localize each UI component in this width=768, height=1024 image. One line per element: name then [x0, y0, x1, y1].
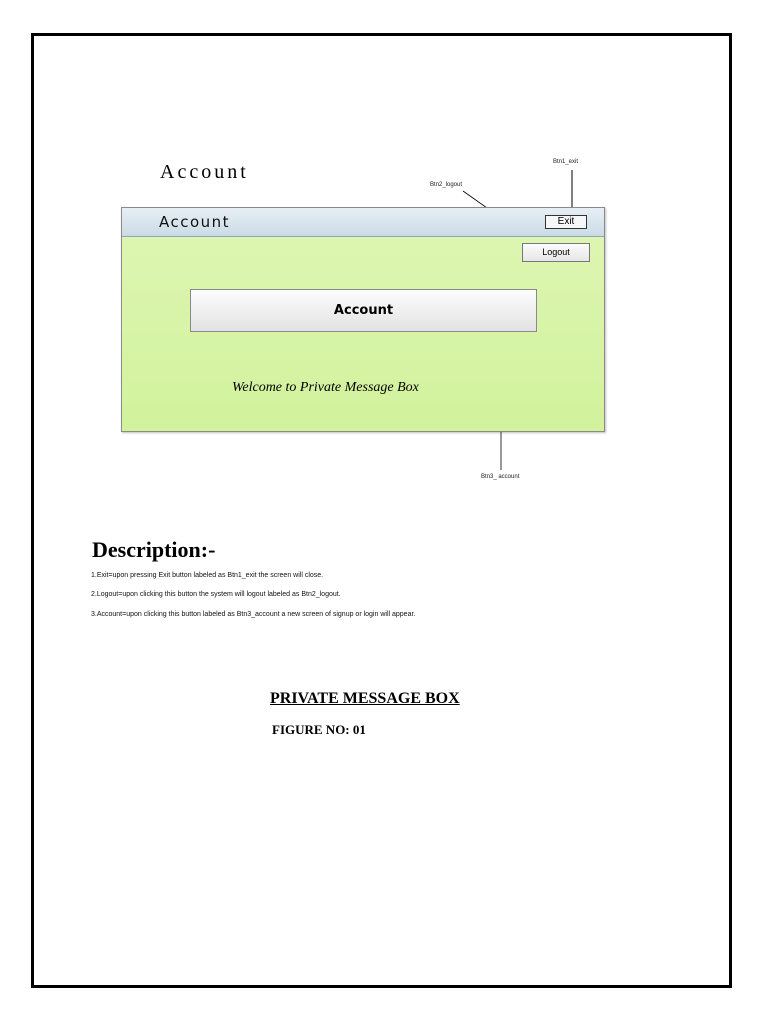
page-border — [31, 33, 732, 988]
account-button[interactable]: Account — [190, 289, 537, 332]
description-item-account: 3.Account=upon clicking this button labeled as Btn3_account a new screen of signup or login will appear. — [91, 611, 416, 618]
window-titlebar — [122, 208, 604, 237]
figure-title: PRIVATE MESSAGE BOX — [270, 690, 460, 707]
callout-label-logout: Btn2_logout — [430, 182, 463, 188]
exit-button[interactable]: Exit — [545, 215, 587, 229]
account-window — [121, 207, 605, 432]
welcome-message: Welcome to Private Message Box — [232, 380, 419, 395]
description-item-logout: 2.Logout=upon clicking this button the system will logout labeled as Btn2_logout. — [91, 591, 341, 598]
logout-button[interactable]: Logout — [522, 243, 590, 262]
callout-label-exit: Btn1_exit — [553, 159, 579, 165]
description-item-exit: 1.Exit=upon pressing Exit button labeled as Btn1_exit the screen will close. — [91, 572, 324, 579]
window-title: Account — [159, 213, 231, 231]
description-heading: Description:- — [92, 537, 216, 562]
figure-number: FIGURE NO: 01 — [272, 722, 366, 737]
callout-label-account: Btn3_ account — [481, 474, 520, 480]
page-heading: Account — [160, 161, 249, 183]
